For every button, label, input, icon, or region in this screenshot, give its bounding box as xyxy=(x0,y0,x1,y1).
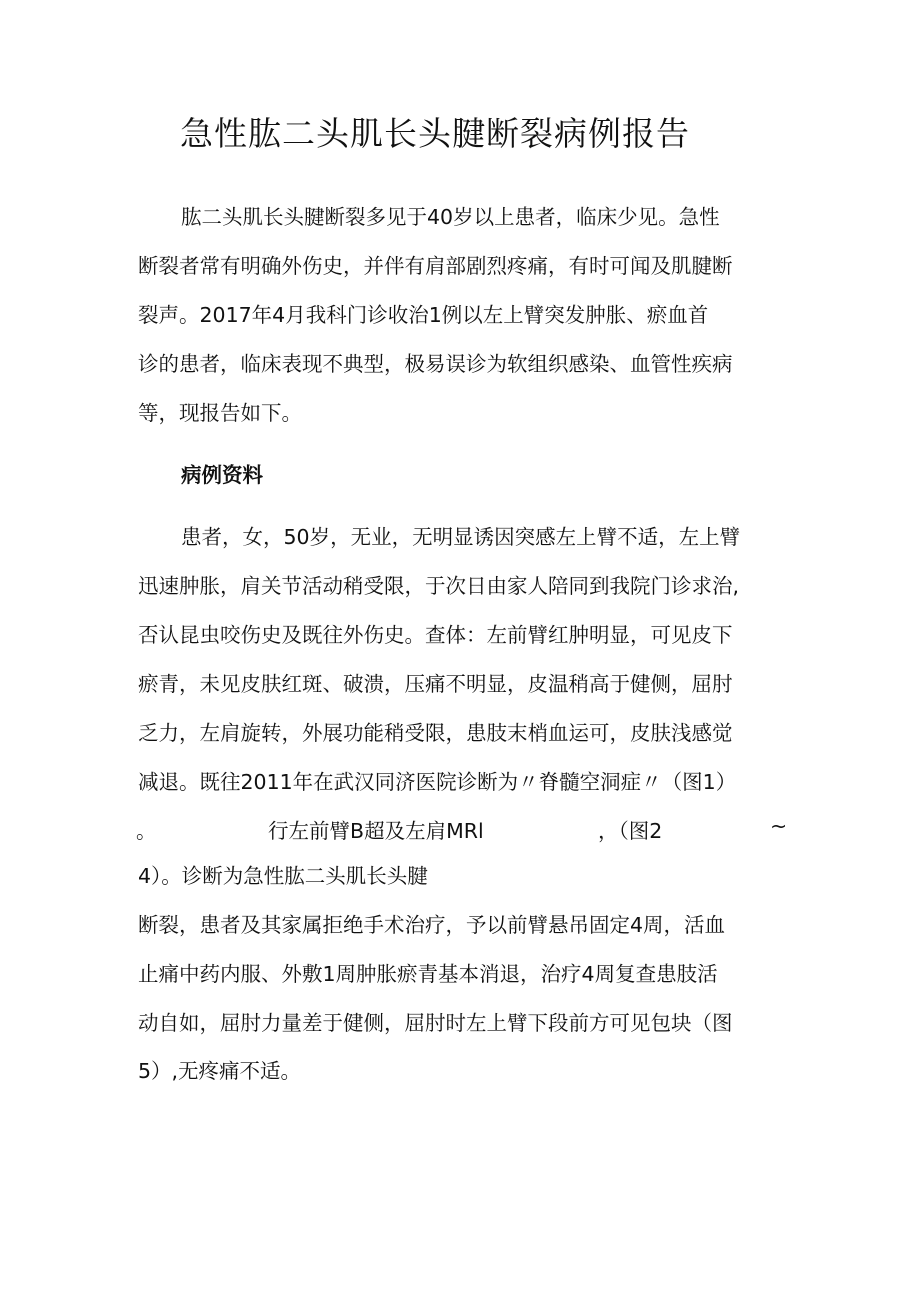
split-line-fragment-1: 。 xyxy=(136,819,157,843)
case-line-3: 否认昆虫咬伤史及既往外伤史。查体：左前臂红肿明显，可见皮下 xyxy=(138,623,733,647)
intro-line-1: 肱二头肌长头腱断裂多见于40岁以上患者，临床少见。急性 xyxy=(181,205,720,229)
case-after-line-3: 止痛中药内服、外敷1周肿胀瘀青基本消退，治疗4周复查患肢活 xyxy=(138,962,718,986)
case-after-line-2: 断裂，患者及其家属拒绝手术治疗，予以前臂悬吊固定4周，活血 xyxy=(138,913,726,937)
case-line-2: 迅速肿胀，肩关节活动稍受限，于次日由家人陪同到我院门诊求治, xyxy=(138,574,740,598)
intro-line-5: 等，现报告如下。 xyxy=(138,401,302,425)
section-heading: 病例资料 xyxy=(181,463,263,487)
split-line-fragment-3: ，（图2 xyxy=(598,819,663,843)
split-line-fragment-2: 行左前臂B超及左肩MRl xyxy=(268,819,484,843)
case-line-1: 患者，女，50岁，无业，无明显诱因突感左上臂不适，左上臂 xyxy=(181,525,741,549)
intro-line-3: 裂声。2017年4月我科门诊收治1例以左上臂突发肿胀、瘀血首 xyxy=(138,303,709,327)
intro-line-4: 诊的患者，临床表现不典型，极易误诊为软组织感染、血管性疾病 xyxy=(138,352,733,376)
case-after-line-4: 动自如，屈肘力量差于健侧，屈肘时左上臂下段前方可见包块（图 xyxy=(138,1011,733,1035)
case-after-line-5: 5）,无疼痛不适。 xyxy=(138,1059,302,1083)
case-line-6: 减退。既往2011年在武汉同济医院诊断为〃脊髓空洞症〃（图1） xyxy=(138,770,737,794)
split-line-fragment-4: ~ xyxy=(770,814,788,838)
case-line-4: 瘀青，未见皮肤红斑、破溃，压痛不明显，皮温稍高于健侧，屈肘 xyxy=(138,672,733,696)
case-line-5: 乏力，左肩旋转，外展功能稍受限，患肢末梢血运可，皮肤浅感觉 xyxy=(138,721,733,745)
case-after-line-1: 4）。诊断为急性肱二头肌长头腱 xyxy=(138,864,428,888)
intro-line-2: 断裂者常有明确外伤史，并伴有肩部剧烈疼痛，有时可闻及肌腱断 xyxy=(138,254,733,278)
document-title: 急性肱二头肌长头腱断裂病例报告 xyxy=(180,114,690,153)
